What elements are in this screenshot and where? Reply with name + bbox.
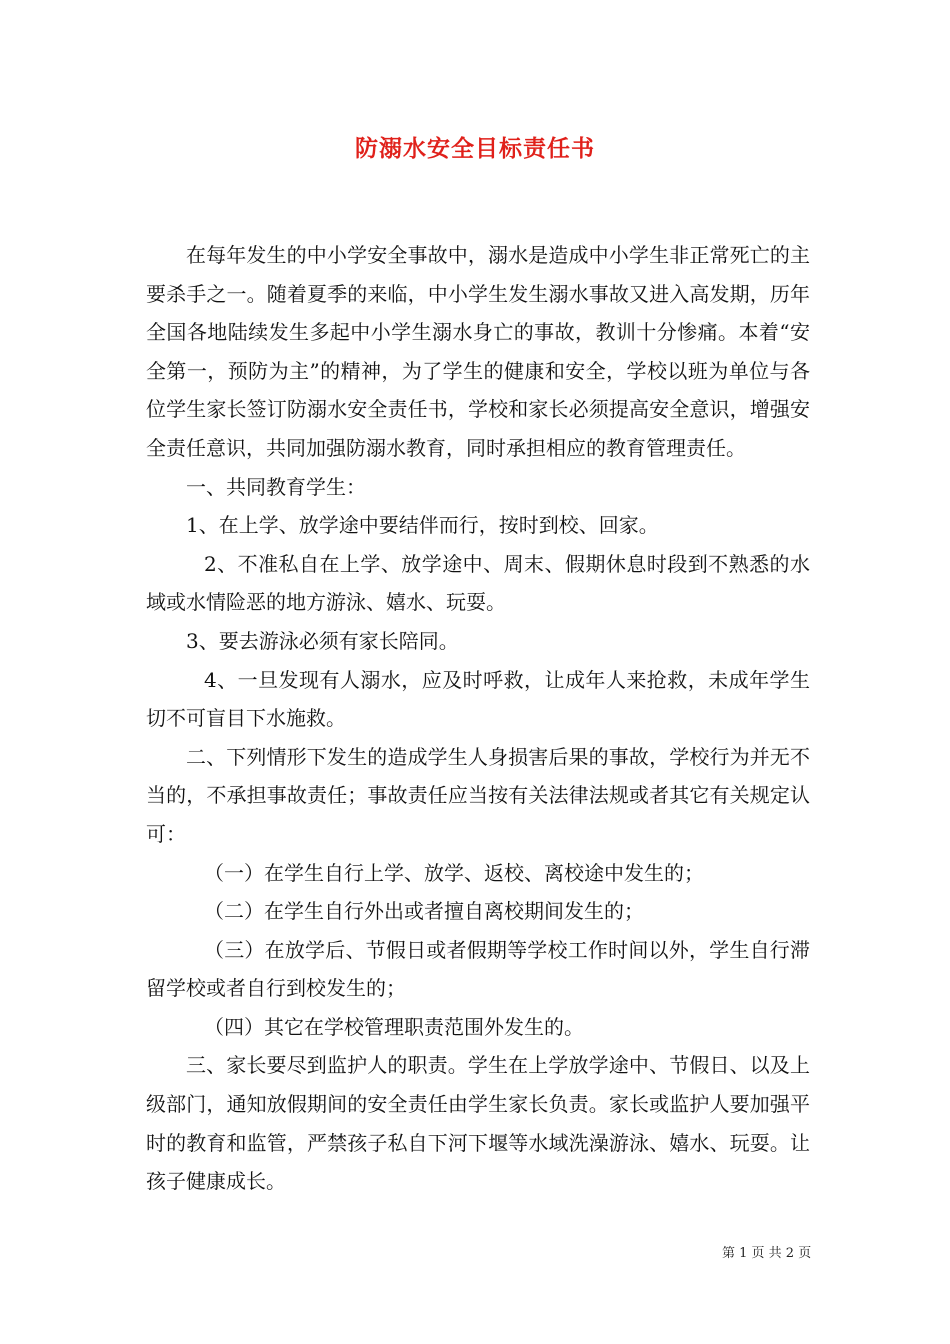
list-item-3: 3、要去游泳必须有家长陪同。	[186, 628, 459, 653]
list-item-4: 4、一旦发现有人溺水，应及时呼救，让成年人来抢救，未成年学生切不可盲目下水施救。	[146, 667, 810, 731]
intro-paragraph: 在每年发生的中小学安全事故中，溺水是造成中小学生非正常死亡的主要杀手之一。随着夏季的来临，中小学生发生溺水事故又进入高发期，历年全国各地陆续发生多起中小学生溺水身亡的事故，教训十分惨痛。本着“安全第一，预防为主”的精神，为了学生的健康和安全，学校以班为单位与各位学生家长签订防溺水安全责任书，学校和家长必须提高安全意识，增强安全责任意识，共同加强防溺水教育，同时承担相应的教育管理责任。	[146, 243, 810, 460]
page-number-footer: 第 1 页 共 2 页	[722, 1246, 812, 1261]
sub-item-2: （二）在学生自行外出或者擅自离校期间发生的；	[204, 899, 644, 924]
sub-item-3: （三）在放学后、节假日或者假期等学校工作时间以外，学生自行滞留学校或者自行到校发生的；	[146, 937, 810, 1001]
sub-item-4: （四）其它在学校管理职责范围外发生的。	[204, 1014, 584, 1039]
section-heading-1: 一、共同教育学生：	[186, 474, 366, 499]
document-body	[146, 236, 810, 1201]
list-item-2: 2、不准私自在上学、放学途中、周末、假期休息时段到不熟悉的水域或水情险恶的地方游泳、嬉水、玩耍。	[146, 551, 810, 615]
document-title: 防溺水安全目标责任书	[355, 135, 595, 162]
section-paragraph-3: 三、家长要尽到监护人的职责。学生在上学放学途中、节假日、以及上级部门，通知放假期间的安全责任由学生家长负责。家长或监护人要加强平时的教育和监管，严禁孩子私自下河下堰等水域洗澡游泳、嬉水、玩耍。让孩子健康成长。	[146, 1053, 810, 1194]
section-heading-2: 二、下列情形下发生的造成学生人身损害后果的事故，学校行为并无不当的，不承担事故责任；事故责任应当按有关法律法规或者其它有关规定认可：	[146, 744, 810, 846]
sub-item-1: （一）在学生自行上学、放学、返校、离校途中发生的；	[204, 860, 704, 885]
list-item-1: 1、在上学、放学途中要结伴而行，按时到校、回家。	[186, 513, 659, 538]
